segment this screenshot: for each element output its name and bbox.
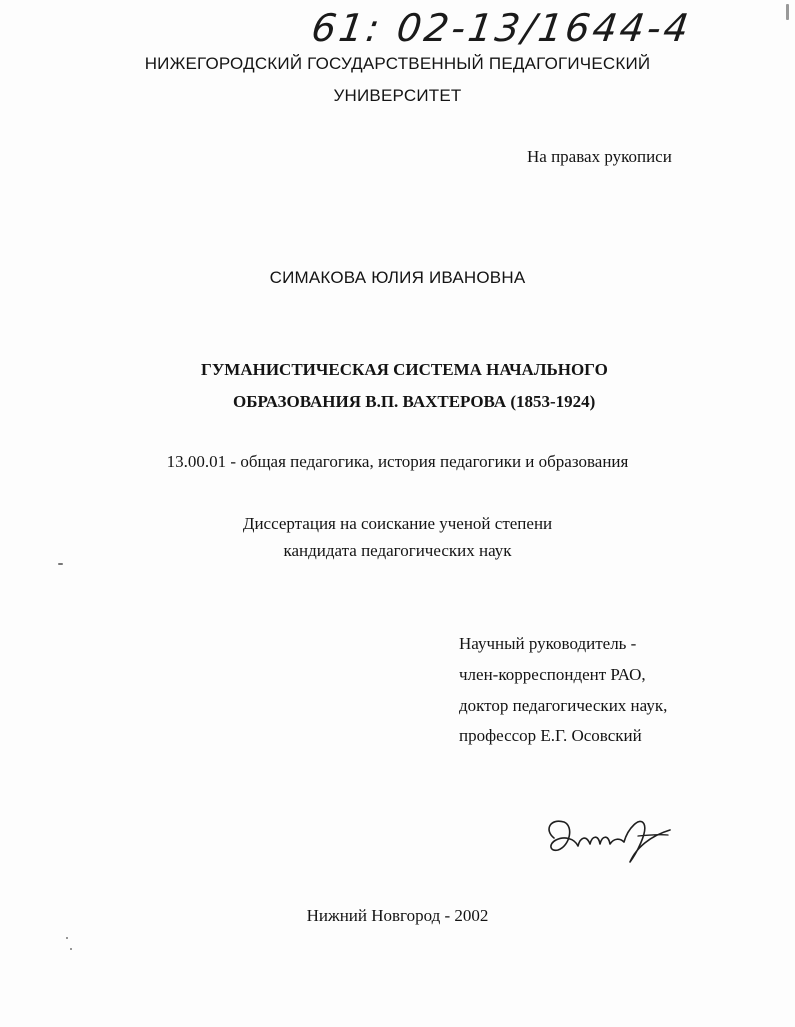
title-line-1: ГУМАНИСТИЧЕСКАЯ СИСТЕМА НАЧАЛЬНОГО [201, 360, 608, 379]
supervisor-line-3: доктор педагогических наук, [459, 696, 668, 715]
dissertation-line-1: Диссертация на соискание ученой степени [242, 514, 553, 533]
place-and-year: Нижний Новгород - 2002 [306, 906, 489, 925]
archive-code-handwritten: 61: 02-13/1644-4 [308, 6, 695, 50]
author-name: СИМАКОВА ЮЛИЯ ИВАНОВНА [269, 268, 526, 287]
scan-speck [66, 937, 68, 939]
scan-speck [58, 563, 63, 565]
scan-edge-mark [786, 4, 789, 20]
institution-line-1: НИЖЕГОРОДСКИЙ ГОСУДАРСТВЕННЫЙ ПЕДАГОГИЧЕСКИЙ [144, 54, 651, 73]
supervisor-line-1: Научный руководитель - [459, 634, 637, 653]
manuscript-rights-note: На правах рукописи [527, 147, 672, 166]
supervisor-line-4: профессор Е.Г. Осовский [459, 726, 642, 745]
scan-speck [70, 948, 72, 950]
title-line-2: ОБРАЗОВАНИЯ В.П. ВАХТЕРОВА (1853-1924) [233, 392, 596, 411]
specialty-code: 13.00.01 - общая педагогика, история педагогики и образования [166, 452, 629, 471]
dissertation-line-2: кандидата педагогических наук [283, 541, 512, 560]
supervisor-signature [540, 808, 690, 868]
institution-line-2: УНИВЕРСИТЕТ [333, 86, 462, 105]
supervisor-line-2: член-корреспондент РАО, [459, 665, 646, 684]
